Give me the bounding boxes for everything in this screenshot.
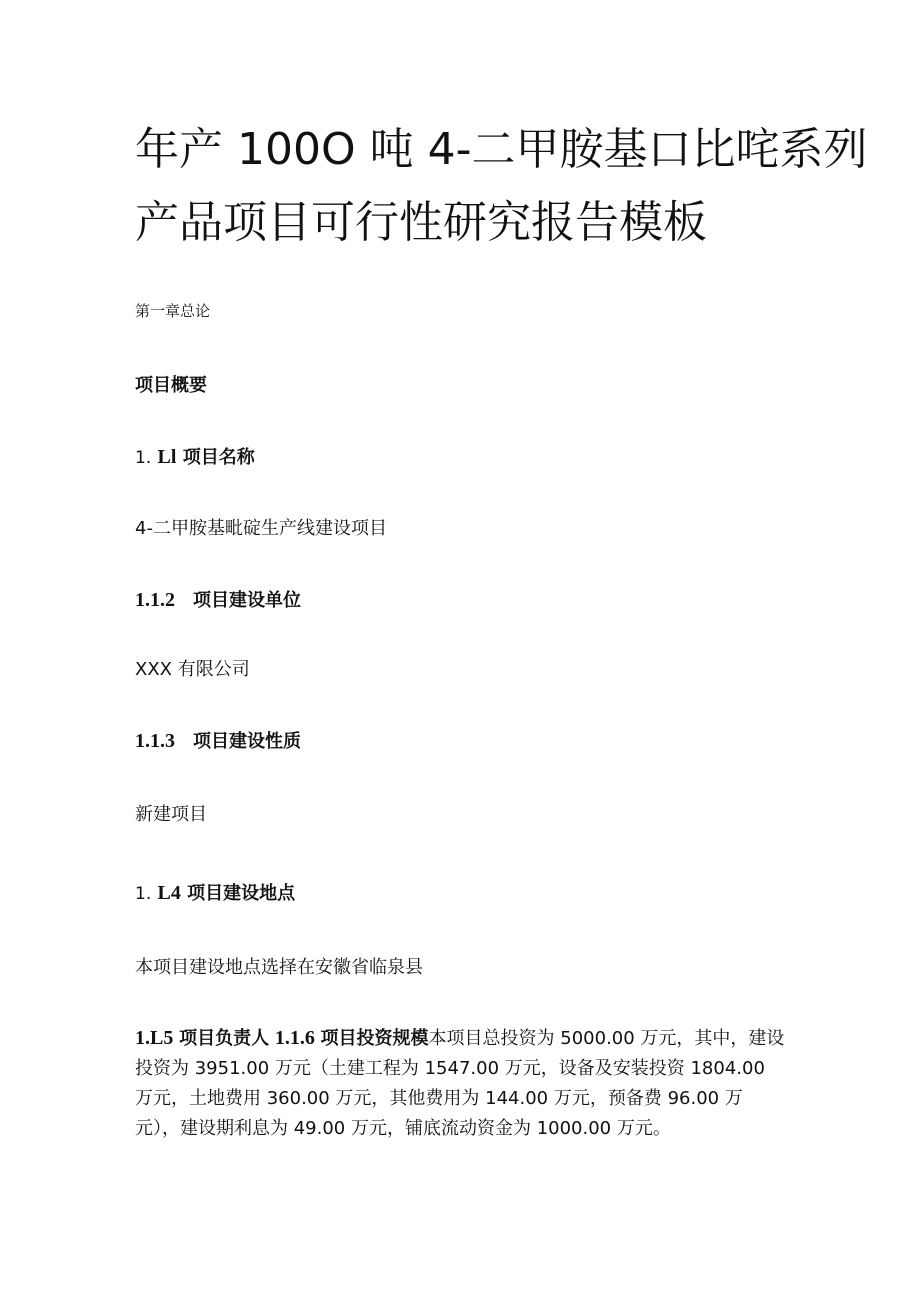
heading-1-1-5-number: 1.L5: [135, 1027, 174, 1049]
section-heading: 项目概要: [135, 375, 207, 396]
document-title-line-2: 产品项目可行性研究报告模板: [135, 197, 707, 248]
document-title-line-1: 年产 100O 吨 4-二甲胺基口比咤系列: [135, 124, 868, 175]
heading-1-1-1: [135, 444, 255, 471]
heading-1-1-4: [135, 880, 295, 907]
paragraph-1-1-2: XXX 有限公司: [135, 659, 250, 680]
heading-1-1-4-prefix: 1.: [135, 884, 152, 904]
heading-1-1-2-text: 项目建设单位: [193, 590, 301, 611]
paragraph-1-1-3: 新建项目: [135, 804, 207, 825]
chapter-heading: 第一章总论: [135, 302, 211, 320]
heading-1-1-1-number: Ll: [157, 446, 177, 468]
heading-1-1-5-text: 项目负责人: [179, 1028, 270, 1049]
heading-1-1-3-text: 项目建设性质: [193, 731, 301, 752]
heading-1-1-2-number: 1.1.2: [135, 589, 175, 611]
paragraph-1-1-5-1-1-6: [135, 1023, 785, 1144]
heading-1-1-4-text: 项目建设地点: [187, 883, 296, 904]
paragraph-1-1-4: 本项目建设地点选择在安徽省临泉县: [135, 957, 423, 978]
heading-1-1-6-number: 1.1.6: [274, 1027, 315, 1049]
investment-scale-text: 本项目总投资为 5000.00 万元，其中，建设投资为 3951.00 万元（土建工程为 1547.00 万元，设备及安装投资 1804.00 万元，土地费用 360.00 万元，其他费用为 144.00 万元，预备费 96.00 万元），建设期利息为 49.00 万元，铺底流动资金为 1000.00 万元。: [135, 1028, 785, 1139]
heading-1-1-1-text: 项目名称: [182, 447, 255, 468]
heading-1-1-3-number: 1.1.3: [135, 730, 175, 752]
heading-1-1-3: [135, 728, 301, 755]
heading-1-1-4-number: L4: [157, 882, 181, 904]
heading-1-1-2: [135, 587, 301, 614]
paragraph-1-1-1: 4-二甲胺基毗碇生产线建设项目: [135, 518, 387, 539]
heading-1-1-6-text: 项目投资规模: [320, 1028, 429, 1049]
heading-1-1-1-prefix: 1.: [135, 448, 152, 468]
